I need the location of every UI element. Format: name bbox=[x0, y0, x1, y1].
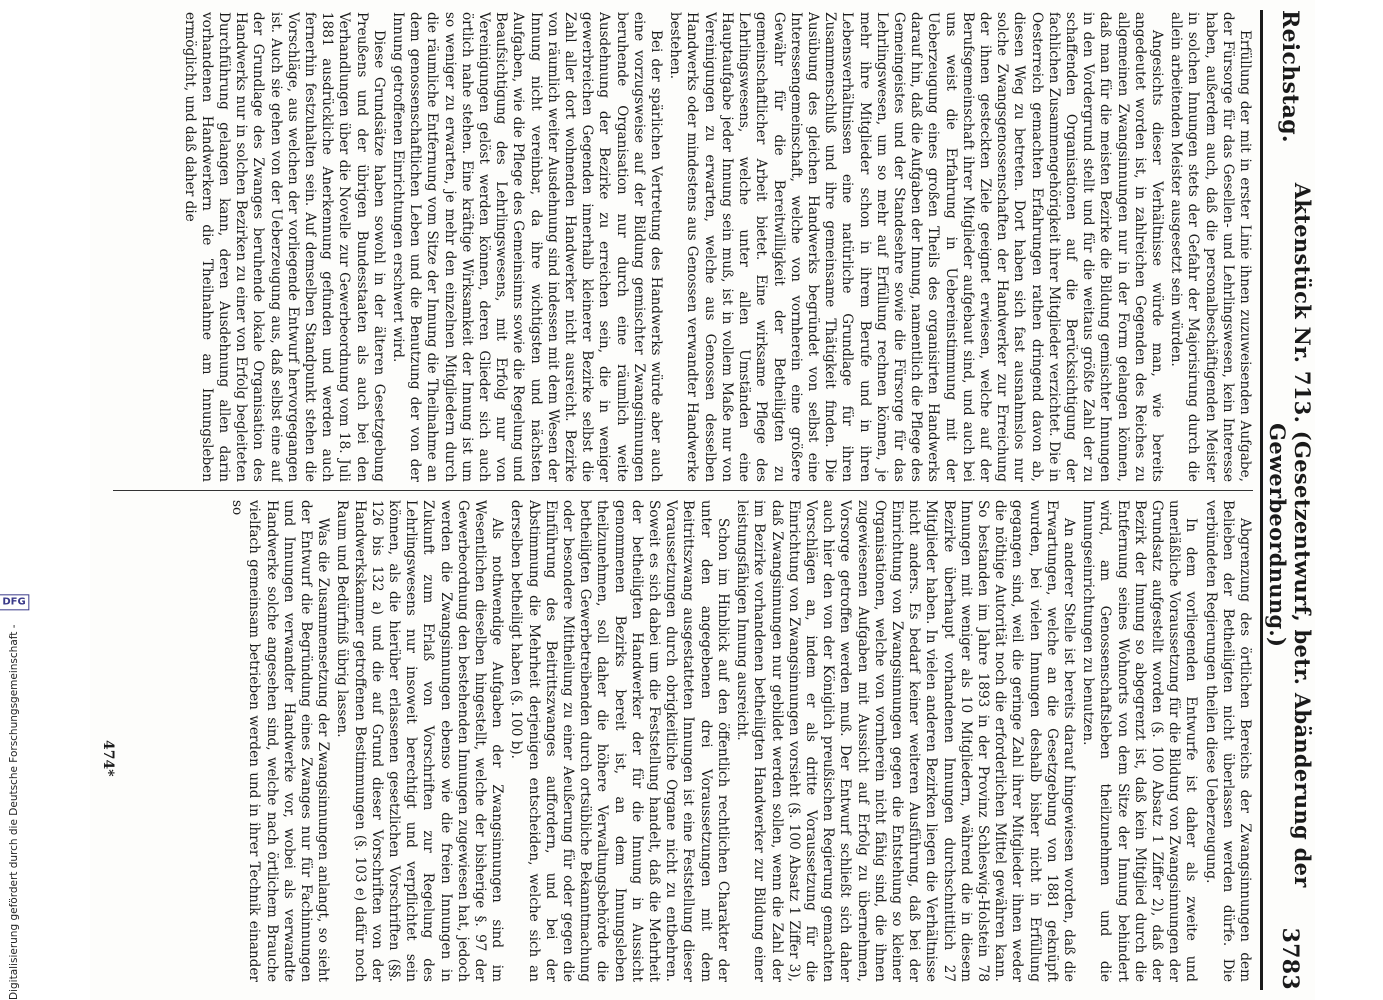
paragraph: Erfüllung der mit in erster Linie ihnen zuzuweisenden Aufgabe, der Fürsorge für das Gesellen- und Lehrlingswesen, kein Interesse haben, außerdem auch, daß die personalbeschäftigenden Meister in solchen Innungen stets der Gefahr der Majorisirung durch die allein arbeitenden Meister ausgesetzt sein würden. bbox=[1168, 12, 1253, 482]
header-title: Aktenstück Nr. 713. (Gesetzentwurf, betr. Abänderung der Gewerbeordnung.) bbox=[1265, 182, 1315, 888]
paragraph: Bei der spärlichen Vertretung des Handwerks würde aber auch eine vorzugsweise auf der Bildung gemischter Zwangsinnungen beruhende Organisation nur durch eine räumlich weite Ausdehnung der Bezirke zu erreichen sein, die in weniger gewerbreichen Gegenden innerhalb kleinerer Bezirke selbst die Zahl aller dort wohnenden Handwerker nicht ausreicht. Bezirke von räumlich weiter Ausdehnung sind indessen mit dem Wesen der Innung nicht vereinbar, da ihre wichtigsten und nächsten Aufgaben, wie die Pflege des Gemeinsinns sowie die Regelung und Beaufsichtigung des Lehrlingswesens, mit Erfolg nur von Vereinigungen gelöst werden können, deren Glieder sich auch örtlich nahe stehen. Eine kräftige Wirksamkeit der Innung ist um so weniger zu erwarten, je mehr den einzelnen Mitgliedern durch die räumliche Entfernung vom Sitze der Innung die Theilnahme an dem genossenschaftlichen Leben und die Benutzung der von der Innung getroffenen Einrichtungen erschwert wird. bbox=[390, 12, 665, 482]
header-rule bbox=[1260, 10, 1263, 990]
paragraph: Was die Zusammensetzung der Zwangsinnungen anlangt, so sieht der Entwurf die Begründung eines Zwanges nur für Fachinnungen und Innungen verwandter Handwerke vor, wobei als verwandte Handwerke solche angesehen sind, welche nach örtlichem Brauche vielfach gemeinsam betrieben werden und in ihrer Technik einander so bbox=[229, 500, 332, 982]
scanned-page bbox=[90, 0, 1315, 1000]
paragraph: Angesichts dieser Verhältnisse würde man, wie bereits angedeutet worden ist, in zahlreichen Gegenden des Reiches zu allgemeinen Zwangsinnungen nur in der Form gelangen können, daß man für die meisten Bezirke die Bildung gemischter Innungen in den Vordergrund stellt und für die weitaus größte Zahl der zu schaffenden Organisationen auf die Berücksichtigung der fachlichen Zusammengehörigkeit ihrer Mitglieder verzichtet. Die in Oesterreich gemachten Erfahrungen rathen dringend davon ab, diesen Weg zu betreten. Dort haben sich fast ausnahmslos nur solche Zwangsgenossenschaften der Handwerker zur Erreichung der ihnen gesteckten Ziele geeignet erwiesen, welche auf der Berufsgemeinschaft ihrer Mitglieder aufgebaut sind, und auch bei uns weist die Erfahrung in Uebereinstimmung mit der Ueberzeugung eines großen Theils des organisirten Handwerks darauf hin, daß die Aufgaben der Innung, namentlich die Pflege des Gemeingeistes und der Standesehre sowie die Fürsorge für das Lehrlingswesen, um so mehr auf Erfüllung rechnen können, je mehr ihre Mitglieder schon in ihrem Berufe und in ihren Lebensverhältnissen eine natürliche Grundlage für ihren Zusammenschluß und ihre gemeinsame Thätigkeit finden. Die Ausübung des gleichen Handwerks begründet von selbst eine Interessengemeinschaft, welche von vornherein eine größere Gewähr für die Bereitwilligkeit der Betheiligten zu gemeinschaftlicher Arbeit bietet. Eine wirksame Pflege des Lehrlingswesens, welche unter allen Umständen eine Hauptaufgabe jeder Innung sein muß, ist in vollem Maße nur von Vereinigungen zu erwarten, welche aus Genossen desselben Handwerks oder mindestens aus Genossen verwandter Handwerke bestehen. bbox=[667, 12, 1165, 482]
paragraph: An anderer Stelle ist bereits darauf hingewiesen worden, daß die Erwartungen, welche an die Gesetzgebung von 1881 geknüpft wurden, bei vielen Innungen deshalb bisher nicht in Erfüllung gegangen sind, weil die geringe Zahl ihrer Mitglieder ihnen weder die nöthige Autorität noch die erforderlichen Mittel gewähren kann. So bestanden im Jahre 1893 in der Provinz Schleswig-Holstein 78 Innungen mit weniger als 10 Mitgliedern, während die in diesem Bezirke überhaupt vorhandenen Innungen durchschnittlich 27 Mitglieder haben. In vielen anderen Bezirken liegen die Verhältnisse nicht anders. Es bedarf keiner weiteren Ausführung, daß bei der Einrichtung von Zwangsinnungen gegen die Entstehung so kleiner Organisationen, welche von vornherein nicht fähig sind, die ihnen zugewiesenen Aufgaben mit Aussicht auf Erfolg zu übernehmen, Vorsorge getroffen werden muß. Der Entwurf schließt sich daher auch hier den von der Königlich preußischen Regierung gemachten Vorschlägen an, indem er als dritte Voraussetzung für die Einrichtung von Zwangsinnungen vorsieht (§. 100 Absatz 1 Ziffer 3), daß Zwangsinnungen nur gebildet werden sollen, wenn die Zahl der im Bezirke vorhandenen betheiligten Handwerker zur Bildung einer leistungsfähigen Innung ausreicht. bbox=[734, 500, 1077, 982]
paragraph: Schon im Hinblick auf den öffentlich rechtlichen Charakter der unter den angegebenen drei Voraussetzungen mit dem Beitrittszwang ausgestatteten Innungen ist eine Feststellung dieser Voraussetzungen durch obrigkeitliche Organe nicht zu entbehren. Soweit es sich dabei um die Feststellung handelt, daß die Mehrheit der betheiligten Handwerker der für die Innung in Aussicht genommenen Bezirks bereit ist, an dem Innungsleben theilzunehmen, soll daher die höhere Verwaltungsbehörde die betheiligten Gewerbetreibenden durch ortsübliche Bekanntmachung oder besondere Mittheilung zu einer Aeußerung für oder gegen die Einführung des Beitrittszwanges auffordern, und bei der Abstimmung die Mehrheit derjenigen entscheiden, welche sich an derselben betheiligt haben (§. 100 b). bbox=[508, 500, 731, 982]
credit-text: Digitalisierung gefördert durch die Deutsche Forschungsgemeinschaft - bbox=[8, 624, 20, 1000]
running-head bbox=[1265, 10, 1315, 990]
paragraph: Diese Grundsätze haben sowohl in der älteren Gesetzgebung Preußens und der übrigen Bundesstaaten als auch bei den Verhandlungen über die Novelle zur Gewerbeordnung vom 18. Juli 1881 ausdrückliche Anerkennung gefunden und werden auch fernerhin festzuhalten sein. Auf demselben Standpunkt stehen die Vorschläge, aus welchen der vorliegende Entwurf hervorgegangen ist. Auch sie gehen von der Ueberzeugung aus, daß selbst eine auf der Grundlage des Zwanges beruhende lokale Organisation des Handwerks nur in solchen Bezirken zu einer von Erfolg begleiteten Durchführung gelangen kann, deren Ausdehnung allen darin vorhandenen Handwerkern die Theilnahme am Innungsleben ermöglicht, und daß daher die bbox=[181, 12, 387, 482]
footer-page-number: 474* bbox=[100, 740, 116, 777]
dfg-logo: DFG bbox=[0, 595, 30, 611]
digitization-credit bbox=[0, 0, 26, 1000]
paragraph: Abgrenzung des örtlichen Bereichs der Zwangsinnungen dem Belieben der Betheiligten nicht überlassen werden dürfe. Die verbündeten Regierungen theilen diese Ueberzeugung. bbox=[1202, 500, 1253, 982]
header-page-number: 3783 bbox=[1277, 927, 1303, 990]
left-column bbox=[113, 12, 1253, 482]
paragraph: Als nothwendige Aufgaben der Zwangsinnungen sind im Wesentlichen dieselben hingestellt, welche der bisherige §. 97 der Gewerbeordnung den bestehenden Innungen zugewiesen hat, jedoch werden die Zwangsinnungen ebenso wie die freien Innungen in Zukunft zum Erlaß von Vorschriften zur Regelung des Lehrlingswesens nur insoweit berechtigt und verpflichtet sein können, als die hierüber erlassenen gesetzlichen Vorschriften (§§. 126 bis 132 a) und die auf Grund dieser Vorschriften von der Handwerkskammer getroffenen Bestimmungen (§. 103 e) dafür noch Raum und Bedürfniß übrig lassen. bbox=[334, 500, 506, 982]
right-column bbox=[113, 500, 1253, 982]
column-divider bbox=[113, 490, 1253, 491]
paragraph: In dem vorliegenden Entwurfe ist daher als zweite und unerläßliche Voraussetzung für die Bildung von Zwangsinnungen der Grundsatz aufgestellt worden (§. 100 Absatz 1 Ziffer 2), daß der Bezirk der Innung so abgegrenzt ist, daß kein Mitglied durch die Entfernung seines Wohnorts von dem Sitze der Innung behindert wird, am Genossenschaftsleben theilzunehmen und die Innungseinrichtungen zu benutzen. bbox=[1080, 500, 1200, 982]
header-left: Reichstag. bbox=[1277, 10, 1303, 143]
